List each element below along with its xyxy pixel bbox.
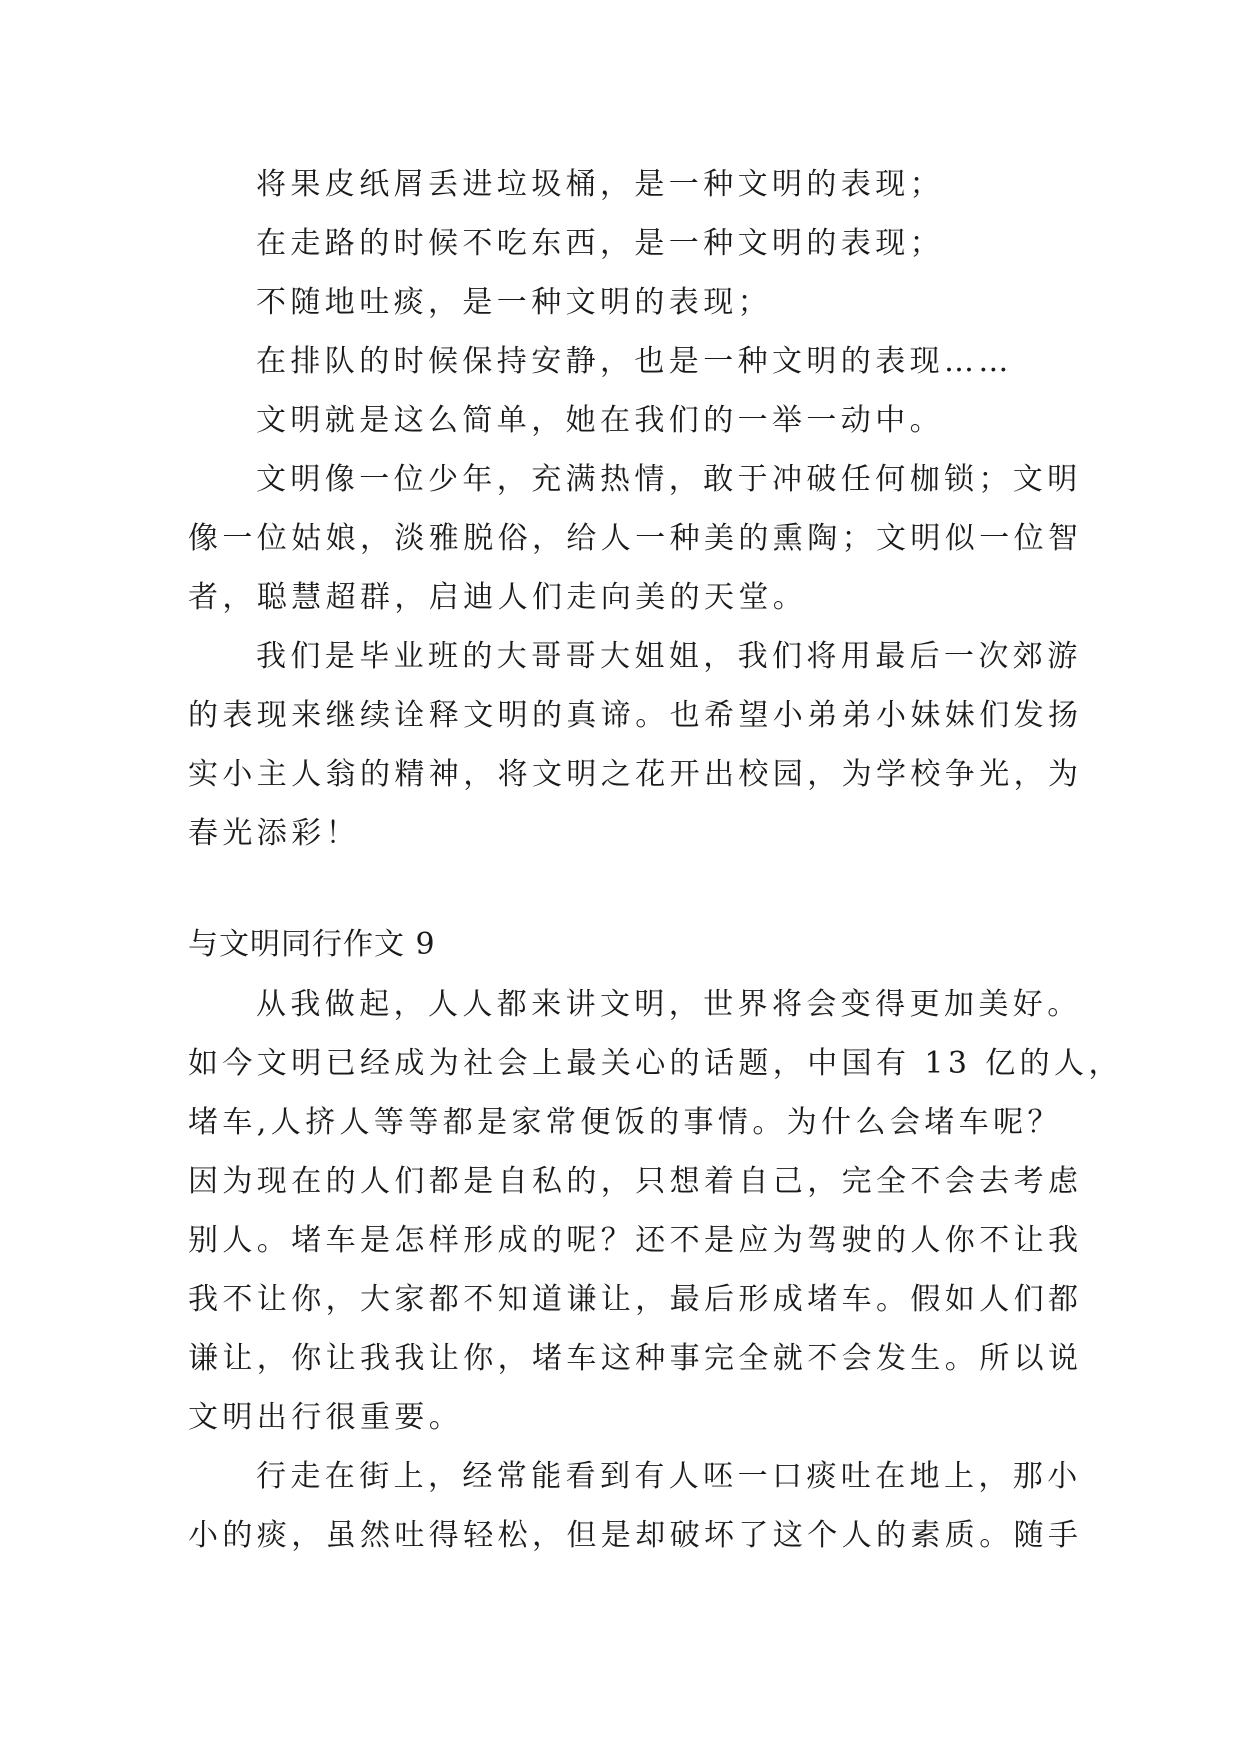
section-heading: 与文明同行作文 9 <box>188 927 436 962</box>
paragraph-line: 文明像一位少年，充满热情，敢于冲破任何枷锁；文明 <box>256 462 1082 497</box>
paragraph-line: 堵车,人挤人等等都是家常便饭的事情。为什么会堵车呢？ <box>188 1105 1062 1140</box>
paragraph-line: 文明出行很重要。 <box>188 1400 464 1435</box>
paragraph-line: 文明就是这么简单，她在我们的一举一动中。 <box>256 403 944 438</box>
paragraph-line: 实小主人翁的精神，将文明之花开出校园，为学校争光，为 <box>188 757 1083 792</box>
paragraph-line: 别人。堵车是怎样形成的呢？还不是应为驾驶的人你不让我 <box>188 1223 1083 1258</box>
paragraph-line: 行走在街上，经常能看到有人呸一口痰吐在地上，那小 <box>256 1459 1082 1494</box>
paragraph-line: 从我做起，人人都来讲文明，世界将会变得更加美好。 <box>256 987 1082 1022</box>
paragraph-line: 的表现来继续诠释文明的真谛。也希望小弟弟小妹妹们发扬 <box>188 698 1083 733</box>
paragraph-line: 春光添彩！ <box>188 816 360 851</box>
paragraph-line: 我不让你，大家都不知道谦让，最后形成堵车。假如人们都 <box>188 1282 1083 1317</box>
paragraph-line: 在走路的时候不吃东西，是一种文明的表现； <box>256 226 944 261</box>
paragraph-line: 将果皮纸屑丢进垃圾桶，是一种文明的表现； <box>256 167 944 202</box>
paragraph-line: 谦让，你让我我让你，堵车这种事完全就不会发生。所以说 <box>188 1341 1083 1376</box>
paragraph-line: 小的痰，虽然吐得轻松，但是却破坏了这个人的素质。随手 <box>188 1518 1083 1553</box>
paragraph-line: 不随地吐痰，是一种文明的表现； <box>256 285 772 320</box>
paragraph-line: 我们是毕业班的大哥哥大姐姐，我们将用最后一次郊游 <box>256 639 1082 674</box>
paragraph-line: 者，聪慧超群，启迪人们走向美的天堂。 <box>188 580 808 615</box>
paragraph-line: 像一位姑娘，淡雅脱俗，给人一种美的熏陶；文明似一位智 <box>188 521 1083 556</box>
paragraph-line: 在排队的时候保持安静，也是一种文明的表现…… <box>256 344 1013 379</box>
paragraph-line: 如今文明已经成为社会上最关心的话题，中国有 13 亿的人， <box>188 1046 1123 1081</box>
paragraph-line: 因为现在的人们都是自私的，只想着自己，完全不会去考虑 <box>188 1164 1083 1199</box>
